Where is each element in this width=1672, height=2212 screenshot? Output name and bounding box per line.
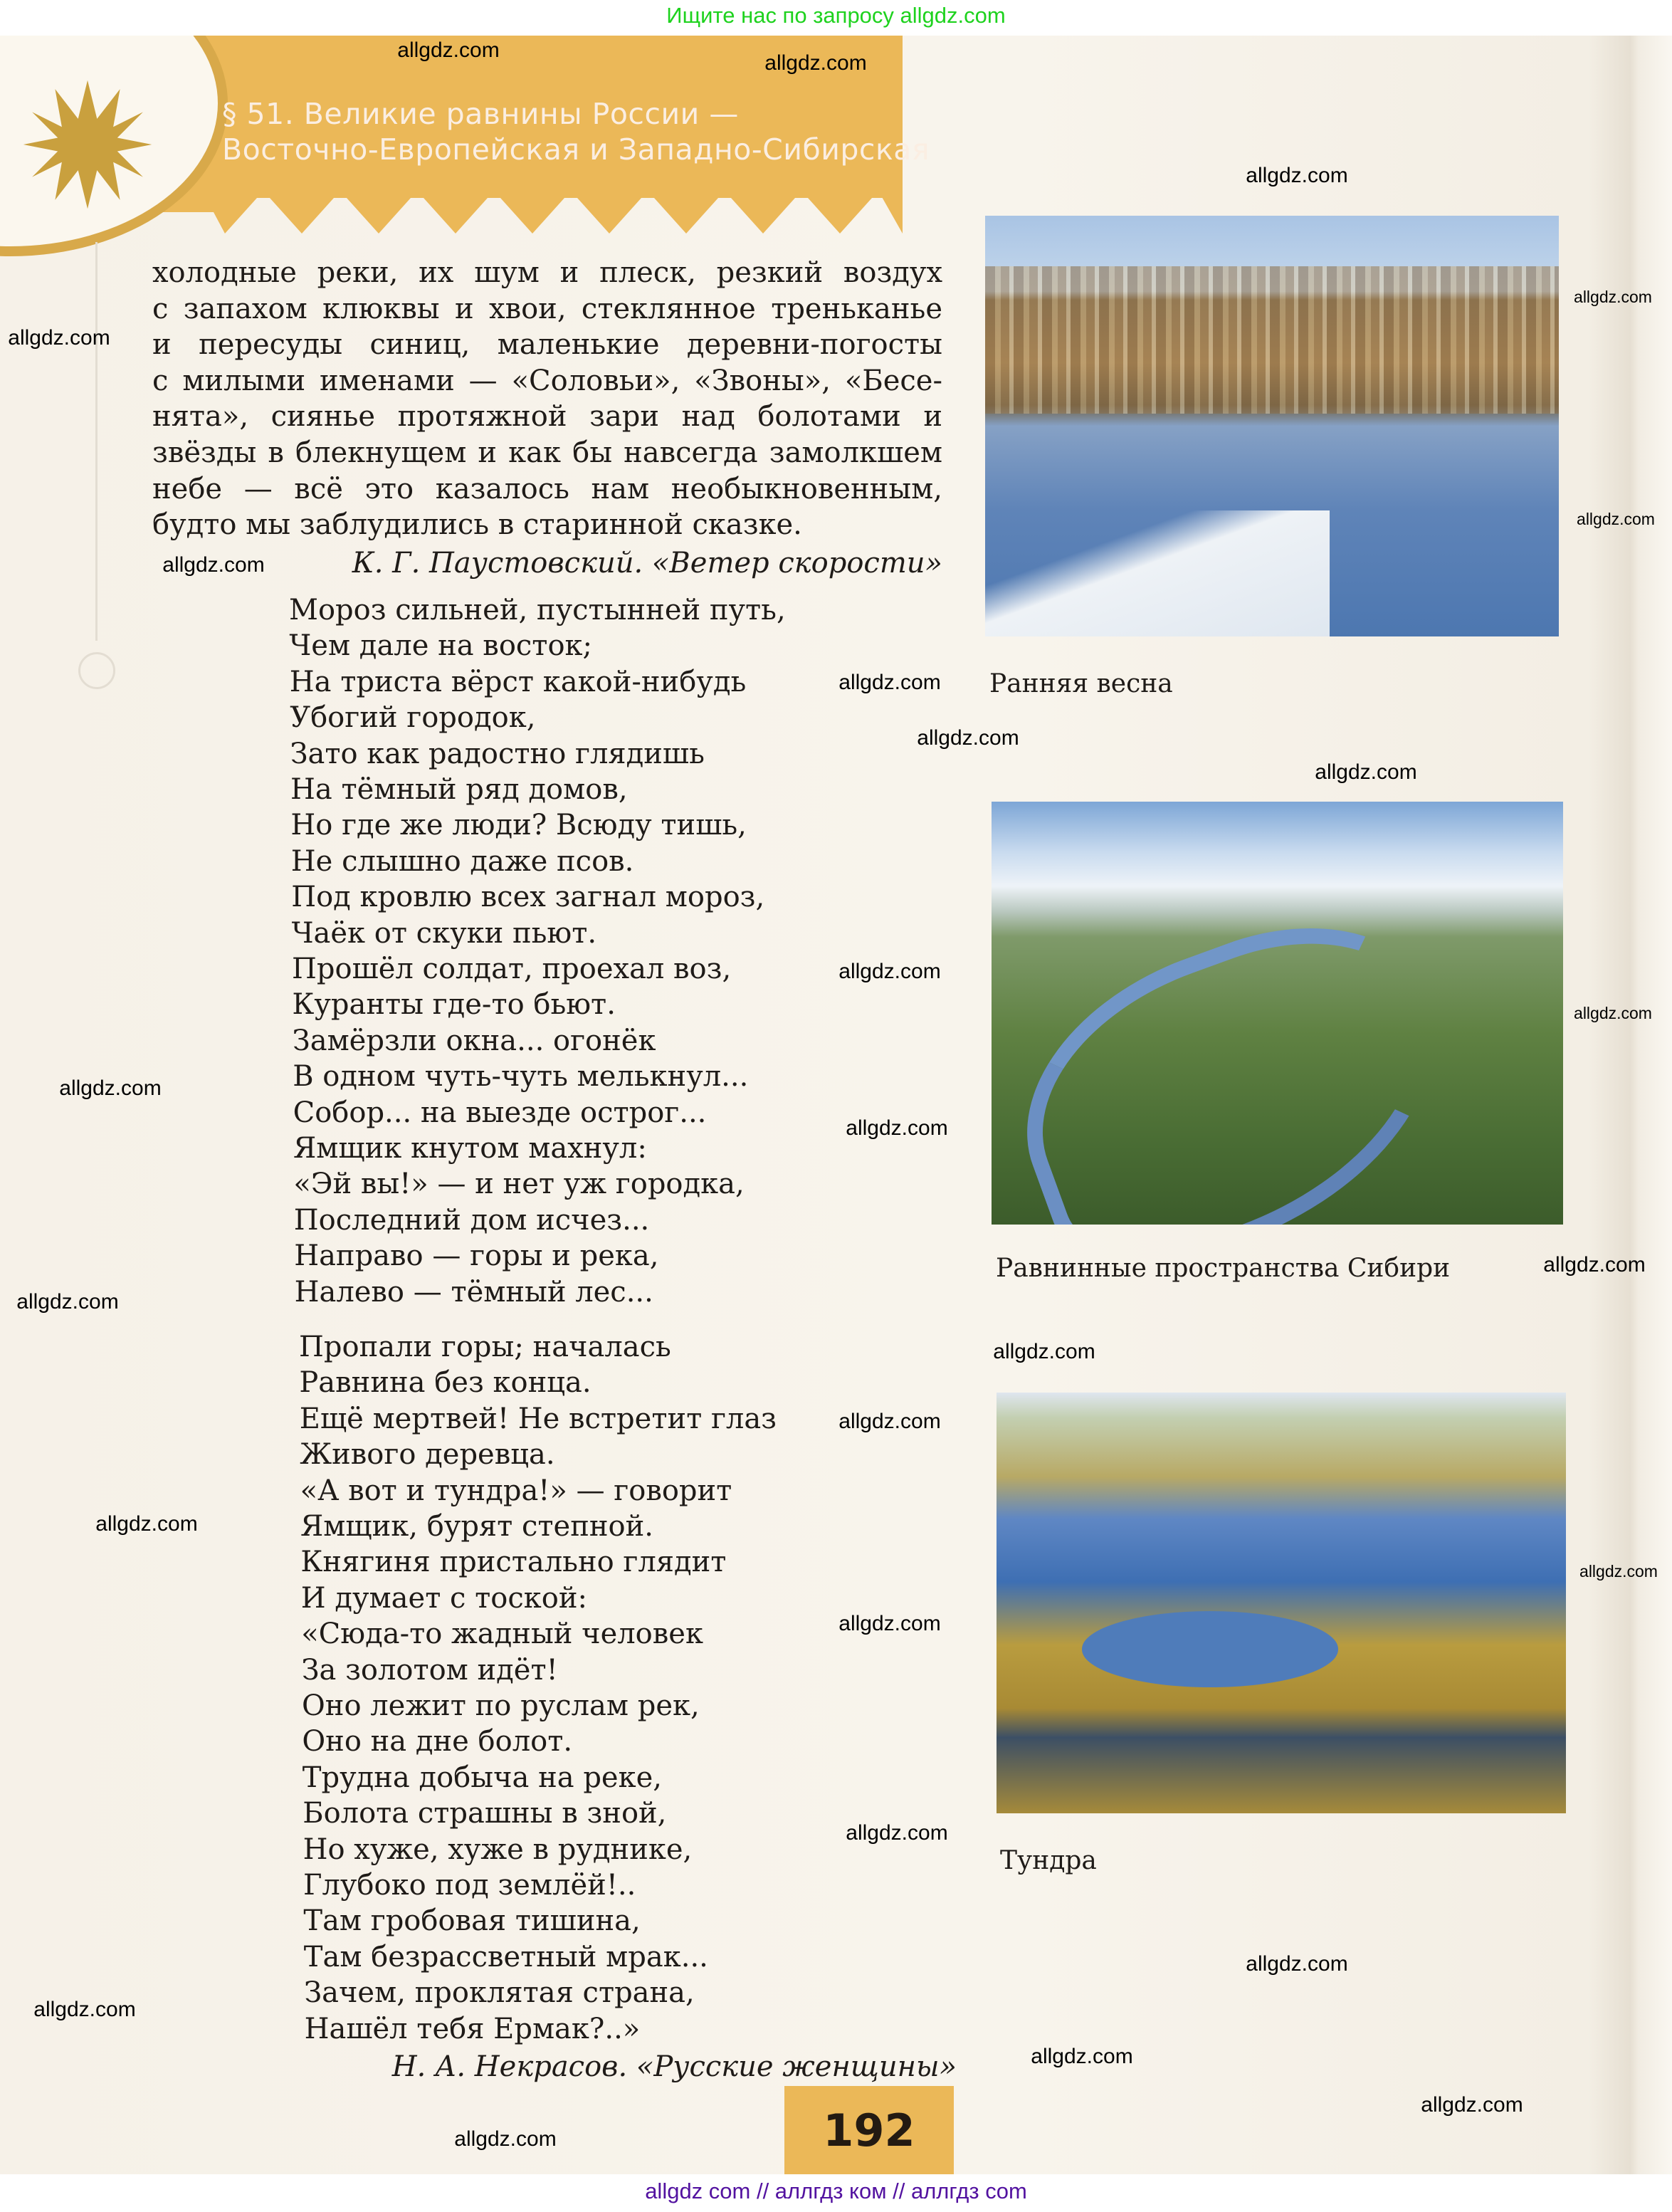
watermark-text: allgdz.com: [8, 326, 110, 350]
margin-decoration-line: [95, 242, 98, 641]
poem-line: Там гробовая тишина,: [303, 1904, 641, 1938]
poem-line: Убогий городок,: [290, 701, 536, 735]
poem-line: Но хуже, хуже в руднике,: [303, 1833, 693, 1866]
poem-line: На триста вёрст какой-нибудь: [289, 665, 747, 698]
watermark-text: allgdz.com: [838, 1410, 941, 1433]
poem-line: Нашёл тебя Ермак?..»: [304, 2012, 641, 2045]
poem-line: Болота страшны в зной,: [303, 1797, 667, 1830]
poem-line: Замёрзли окна... огонёк: [292, 1024, 656, 1057]
watermark-text: allgdz.com: [764, 51, 867, 75]
poem-line: Последний дом исчез...: [293, 1203, 650, 1237]
poem-line: Глубоко под землёй!..: [303, 1869, 636, 1902]
poem-line: Но где же люди? Всюду тишь,: [290, 809, 747, 842]
watermark-text: allgdz.com: [1574, 288, 1652, 306]
photo-tundra: [997, 1393, 1566, 1813]
poem-line: Мороз сильней, пустынней путь,: [289, 594, 786, 627]
poem-line: Оно на дне болот.: [302, 1725, 573, 1758]
watermark-text: allgdz.com: [33, 1998, 136, 2021]
poem-line: И думает с тоской:: [300, 1581, 587, 1615]
watermark-text: allgdz.com: [1579, 1562, 1658, 1581]
prose-line: будто мы заблудились в старинной сказке.: [152, 508, 802, 542]
search-banner: Ищите нас по запросу allgdz.com: [666, 3, 1006, 28]
photo-early-spring: [985, 216, 1559, 636]
prose-line: нята», сиянье протяжной зари над болотами и: [152, 400, 942, 434]
page-number-box: [784, 2086, 954, 2174]
watermark-text: allgdz.com: [993, 1340, 1095, 1363]
prose-line: с милыми именами — «Соловьи», «Звоны», «Бесе-: [152, 364, 942, 397]
textbook-page: [0, 36, 1672, 2174]
prose-line: холодные реки, их шум и плеск, резкий воздух: [152, 256, 942, 289]
watermark-text: allgdz.com: [1421, 2093, 1523, 2117]
star-icon: [20, 77, 155, 212]
watermark-text: allgdz.com: [846, 1116, 948, 1140]
watermark-text: allgdz.com: [846, 1821, 948, 1845]
poem-line: Пропали горы; началась: [299, 1331, 671, 1363]
watermark-text: allgdz.com: [1577, 510, 1655, 528]
prose-line: небе — всё это казалось нам необыкновенным,: [152, 472, 942, 505]
footer-watermark: allgdz com // аллгдз ком // аллгдз com: [645, 2179, 1027, 2203]
watermark-text: allgdz.com: [838, 1612, 941, 1635]
prose-line: и пересуды синиц, маленькие деревни-погосты: [152, 328, 942, 362]
poem-line: Трудна добыча на реке,: [302, 1761, 662, 1794]
poem-line: Направо — горы и река,: [294, 1239, 659, 1273]
poem-line: «Эй вы!» — и нет уж городка,: [293, 1168, 745, 1201]
watermark-text: allgdz.com: [1315, 760, 1417, 784]
poem-line: Зато как радостно глядишь: [290, 737, 705, 770]
watermark-text: allgdz.com: [1031, 2045, 1133, 2068]
prose-line: с запахом клюквы и хвои, стеклянное треньканье: [152, 292, 942, 325]
poem-line: Налево — тёмный лес...: [294, 1275, 653, 1309]
poem-line: Чаёк от скуки пьют.: [291, 916, 597, 950]
prose-attribution: К. Г. Паустовский. «Ветер скорости»: [352, 547, 942, 580]
watermark-text: allgdz.com: [454, 2127, 557, 2151]
margin-decoration-circle: [78, 652, 115, 689]
watermark-text: allgdz.com: [1246, 1952, 1348, 1976]
caption-tundra: Тундра: [1000, 1846, 1097, 1875]
poem-line: Там безрассветный мрак...: [303, 1940, 708, 1973]
prose-line: звёзды в блекнущем и как бы навсегда замолкшем: [152, 436, 942, 469]
chapter-title-line-2: Восточно-Европейская и Западно-Сибирская: [222, 132, 930, 167]
poem-line: Прошёл солдат, проехал воз,: [292, 953, 732, 985]
poem-line: Куранты где-то бьют.: [292, 988, 616, 1022]
watermark-text: allgdz.com: [95, 1512, 198, 1536]
poem-line: Оно лежит по руслам рек,: [302, 1689, 700, 1722]
poem-line: Ямщик кнутом махнул:: [293, 1132, 647, 1165]
poem-line: «А вот и тундра!» — говорит: [300, 1474, 732, 1507]
caption-siberian-plains: Равнинные пространства Сибири: [996, 1254, 1451, 1283]
watermark-text: allgdz.com: [16, 1290, 119, 1314]
watermark-text: allgdz.com: [1246, 164, 1348, 187]
watermark-text: allgdz.com: [838, 671, 941, 694]
watermark-text: allgdz.com: [1543, 1253, 1646, 1277]
poem-line: Собор... на выезде острог...: [293, 1096, 707, 1129]
poem-line: Не слышно даже псов.: [290, 844, 634, 878]
poem-line: Равнина без конца.: [299, 1366, 591, 1400]
caption-early-spring: Ранняя весна: [989, 669, 1173, 698]
poem-line: Зачем, проклятая страна,: [304, 1976, 695, 2010]
photo-siberian-plains: [992, 802, 1563, 1225]
poem-line: Чем дале на восток;: [289, 629, 592, 663]
poem-line: «Сюда-то жадный человек: [301, 1618, 703, 1651]
poem-line: Ямщик, бурят степной.: [300, 1510, 653, 1543]
poem-line: Под кровлю всех загнал мороз,: [291, 881, 765, 914]
poem-line: На тёмный ряд домов,: [290, 773, 628, 806]
watermark-text: allgdz.com: [59, 1076, 162, 1100]
watermark-text: allgdz.com: [1574, 1004, 1652, 1022]
poem-attribution: Н. А. Некрасов. «Русские женщины»: [391, 2050, 957, 2083]
watermark-text: allgdz.com: [397, 38, 500, 62]
poem-line: Ещё мертвей! Не встретит глаз: [299, 1402, 777, 1435]
poem-line: Живого деревца.: [300, 1438, 555, 1472]
poem-line: Княгиня пристально глядит: [300, 1546, 727, 1579]
watermark-text: allgdz.com: [838, 960, 941, 983]
chapter-title-line-1: § 51. Великие равнины России —: [222, 97, 739, 131]
page-number: 192: [823, 2104, 915, 2156]
watermark-text: allgdz.com: [162, 553, 265, 577]
watermark-text: allgdz.com: [917, 726, 1019, 750]
poem-line: За золотом идёт!: [301, 1653, 558, 1687]
poem-line: В одном чуть-чуть мелькнул...: [293, 1060, 749, 1094]
